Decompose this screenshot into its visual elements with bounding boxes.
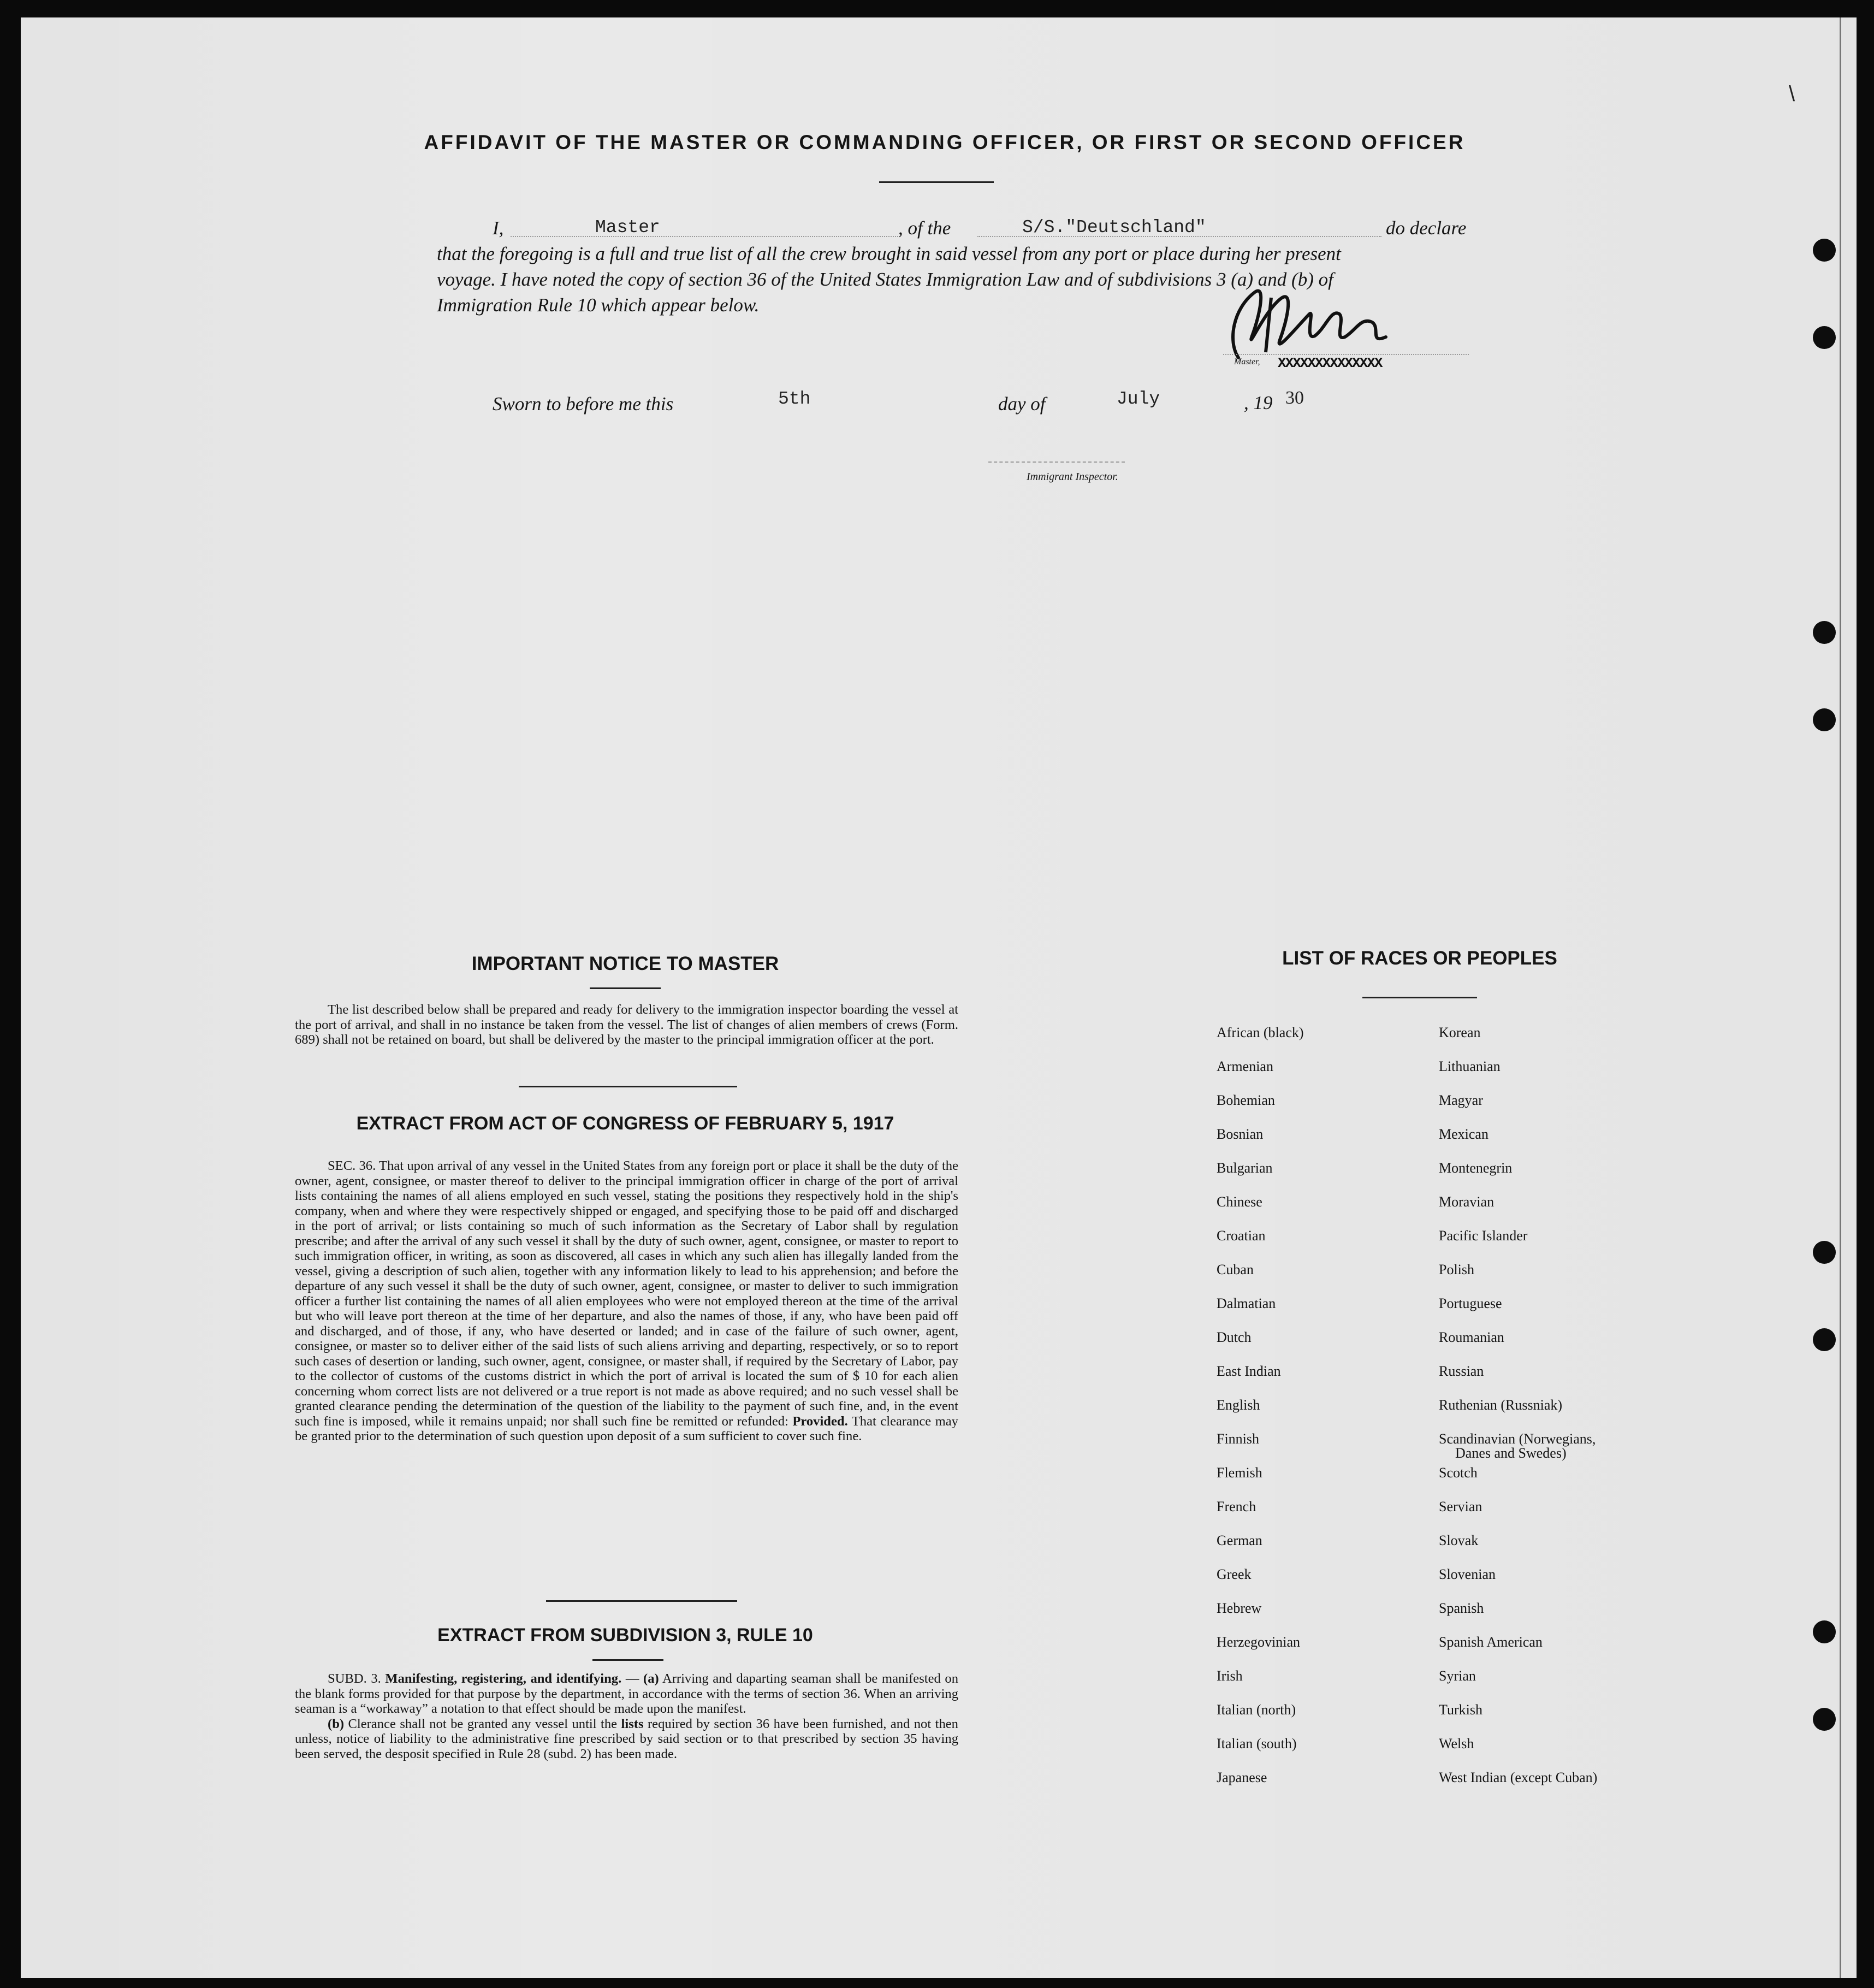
race-item: African (black) xyxy=(1217,1025,1304,1040)
race-item: Slovak xyxy=(1439,1533,1479,1548)
race-item: Chinese xyxy=(1217,1194,1262,1210)
race-item: Pacific Islander xyxy=(1439,1228,1528,1244)
notice-paragraph: The list described below shall be prepared and ready for delivery to the immigration inspector boarding the vessel at the port of arrival, and shall in no instance be taken from the vessel. The list of changes of alien members of crews (Form. 689) shall not be retained on board, but shall be delivered by the master to the principal immigration officer at the port. xyxy=(295,1002,958,1047)
vessel-name-value: S/S."Deutschland" xyxy=(1022,217,1206,238)
notice-divider xyxy=(590,987,661,989)
sworn-year-prefix: , 19 xyxy=(1244,392,1273,413)
race-item: Syrian xyxy=(1439,1668,1476,1684)
race-item: Montenegrin xyxy=(1439,1160,1513,1176)
sworn-day-value: 5th xyxy=(778,389,811,409)
race-item: Servian xyxy=(1439,1499,1482,1514)
race-item: Roumanian xyxy=(1439,1329,1504,1345)
rank-field-line xyxy=(511,236,898,237)
race-item: Magyar xyxy=(1439,1092,1483,1108)
subd-b-lists: lists xyxy=(621,1716,644,1731)
binder-hole xyxy=(1813,239,1836,262)
sec36-text-end: That clearance may be granted prior to the determination of such question upon deposit of a sum sufficient to cover such fine. xyxy=(295,1413,958,1443)
binder-hole xyxy=(1813,1241,1836,1264)
race-item: Finnish xyxy=(1217,1431,1260,1447)
race-item: Herzegovinian xyxy=(1217,1634,1301,1650)
race-item: Dutch xyxy=(1217,1329,1252,1345)
race-item: English xyxy=(1217,1397,1260,1413)
race-item: East Indian xyxy=(1217,1363,1281,1379)
affidavit-line2: that the foregoing is a full and true list of all the crew brought in said vessel from any port or place during her present xyxy=(437,243,1341,264)
affidavit-line3: voyage. I have noted the copy of section 36 of the United States Immigration Law and of subdivisions 3 (a) and (b) of xyxy=(437,269,1333,290)
affidavit-line1-prefix: I, xyxy=(493,217,504,239)
notice-title: IMPORTANT NOTICE TO MASTER xyxy=(471,953,779,974)
affidavit-line4: Immigration Rule 10 which appear below. xyxy=(437,294,760,316)
binder-hole xyxy=(1813,1620,1836,1643)
race-item: Greek xyxy=(1217,1566,1252,1582)
rule-divider xyxy=(592,1659,663,1661)
subd-dash: — xyxy=(621,1671,644,1686)
rule-extract-text xyxy=(295,1671,958,1761)
race-item: Spanish xyxy=(1439,1600,1484,1616)
race-item: French xyxy=(1217,1499,1256,1514)
subd-b-label: (b) xyxy=(328,1716,345,1731)
race-item: Mexican xyxy=(1439,1126,1488,1142)
act-extract-paragraph xyxy=(295,1158,958,1444)
subd-b-text-1: Clerance shall not be granted any vessel until the xyxy=(348,1716,618,1731)
subd-a-text: Arriving and daparting seaman shall be manifested on the blank forms provided for that purpose by the department, in accordance with the terms of section 36. When an arriving seaman is a “workaway” a notation to that effect should be made upon the manifest. xyxy=(295,1671,959,1716)
subd-a-paragraph xyxy=(295,1671,958,1717)
race-item: Bulgarian xyxy=(1217,1160,1273,1176)
race-item: Turkish xyxy=(1439,1702,1482,1718)
sec36-text: SEC. 36. That upon arrival of any vessel in the United States from any foreign port or place it shall be the duty of the owner, agent, consignee, or master thereof to deliver to the principal immigration officer in charge of the port of arrival lists containing the names of all aliens employed en such vessel, stating the positions they respectively hold in the ship's company, when and where they were respectively shipped or engaged, and specifying those to be paid off and discharged in the port of arrival; or lists containing so much of such information as the Secretary of Labor shall by regulation prescribe; and after the arrival of any such vessel it shall by the duty of such owner, agent, consignee, or master to report to such immigration officer, in writing, as soon as discovered, all cases in which any such alien has illegally landed from the vessel, giving a description of such alien, together with any information likely to lead to his apprehension; and before the departure of any such vessel it shall be the duty of such owner, agent, consignee, or master to deliver to such immigration officer a further list containing the names of all alien employees who were not employed thereon at the time of the arrival but who will leave port thereon at the time of her departure, and also the names of those, if any, who have been paid off and discharged, and of those, if any, who have deserted or landed; and in case of the failure of such owner, agent, consignee, or master so to deliver either of the said lists of such aliens arriving and departing, respectively, or so to report such cases of desertion or landing, such owner, agent, consignee, or master shall, if required by the Secretary of Labor, pay to the collector of customs of the customs district in which the port of arrival is located the sum of $ 10 for each alien concerning whom correct lists are not delivered or a true report is not made as above required; and no such vessel shall be granted clearance pending the determination of the question of the liability to the payment of such fine, and, in the event such fine is imposed, while it remains unpaid; nor shall such fine be remitted or refunded: xyxy=(295,1158,958,1429)
races-title: LIST OF RACES OR PEOPLES xyxy=(1282,948,1557,969)
race-item: Spanish American xyxy=(1439,1634,1543,1650)
race-item: Croatian xyxy=(1217,1228,1266,1244)
race-item: West Indian (except Cuban) xyxy=(1439,1770,1598,1785)
officer-rank-value: Master xyxy=(595,217,660,238)
binder-hole xyxy=(1813,708,1836,731)
race-item: Hebrew xyxy=(1217,1600,1262,1616)
race-item: Portuguese xyxy=(1439,1295,1502,1311)
race-item: Irish xyxy=(1217,1668,1243,1684)
subd-prefix: SUBD. 3. xyxy=(328,1671,381,1686)
subd-b-paragraph xyxy=(295,1717,958,1762)
struck-out-titles: XXXXXXXXXXXXXX xyxy=(1278,355,1382,371)
act-extract-text xyxy=(295,1158,958,1444)
subd-b-text-2: required by section 36 have been furnished, and not then unless, notice of liability to the administrative fine prescribed by said section or to that prescribed by section 35 having been served, the desposit specified in Rule 28 (subd. 2) has been made. xyxy=(295,1716,958,1761)
race-item: Scandinavian (Norwegians, xyxy=(1439,1431,1596,1447)
inspector-signature-line xyxy=(988,461,1125,463)
binder-hole xyxy=(1813,326,1836,349)
race-item: Bohemian xyxy=(1217,1092,1275,1108)
subd-heading: Manifesting, registering, and identifying. xyxy=(385,1671,622,1686)
race-item: Lithuanian xyxy=(1439,1058,1501,1074)
sworn-month-value: July xyxy=(1117,389,1160,409)
act-extract-title: EXTRACT FROM ACT OF CONGRESS OF FEBRUARY 5, 1917 xyxy=(356,1113,894,1134)
races-divider xyxy=(1362,997,1477,998)
race-item: Moravian xyxy=(1439,1194,1495,1210)
race-item: Ruthenian (Russniak) xyxy=(1439,1397,1563,1413)
affidavit-line1-mid: , of the xyxy=(898,217,951,239)
act-section-divider xyxy=(546,1600,737,1602)
affidavit-line1-end: do declare xyxy=(1386,217,1467,239)
race-item: Slovenian xyxy=(1439,1566,1496,1582)
rule-extract-title: EXTRACT FROM SUBDIVISION 3, RULE 10 xyxy=(437,1625,813,1646)
margin-mark: \ xyxy=(1789,82,1795,106)
race-item: Cuban xyxy=(1217,1262,1254,1277)
sworn-day-label: day of xyxy=(998,393,1046,415)
inspector-label: Immigrant Inspector. xyxy=(1027,471,1118,483)
sworn-prefix: Sworn to before me this xyxy=(493,393,674,415)
race-item: Armenian xyxy=(1217,1058,1273,1074)
race-item: German xyxy=(1217,1533,1262,1548)
page-edge-line xyxy=(1840,17,1841,1978)
notice-section-divider xyxy=(519,1086,737,1087)
provided-label: Provided. xyxy=(792,1413,848,1429)
race-item: Russian xyxy=(1439,1363,1484,1379)
race-item: Welsh xyxy=(1439,1736,1474,1752)
notice-text xyxy=(295,1002,958,1048)
sworn-year-value: 30 xyxy=(1285,388,1304,408)
race-item: Italian (north) xyxy=(1217,1702,1296,1718)
race-item: Japanese xyxy=(1217,1770,1267,1785)
race-item: Korean xyxy=(1439,1025,1481,1040)
race-item: Dalmatian xyxy=(1217,1295,1276,1311)
binder-hole xyxy=(1813,1708,1836,1731)
race-item: Scotch xyxy=(1439,1465,1478,1481)
title-divider xyxy=(879,181,994,183)
subd-a-label: (a) xyxy=(643,1671,659,1686)
signature-caption: Master, xyxy=(1234,357,1260,366)
race-item-continuation: Danes and Swedes) xyxy=(1455,1445,1567,1461)
race-item: Polish xyxy=(1439,1262,1475,1277)
binder-hole xyxy=(1813,1328,1836,1351)
binder-hole xyxy=(1813,621,1836,644)
race-item: Italian (south) xyxy=(1217,1736,1297,1752)
affidavit-title: AFFIDAVIT OF THE MASTER OR COMMANDING OFFICER, OR FIRST OR SECOND OFFICER xyxy=(424,131,1466,153)
race-item: Flemish xyxy=(1217,1465,1262,1481)
race-item: Bosnian xyxy=(1217,1126,1264,1142)
